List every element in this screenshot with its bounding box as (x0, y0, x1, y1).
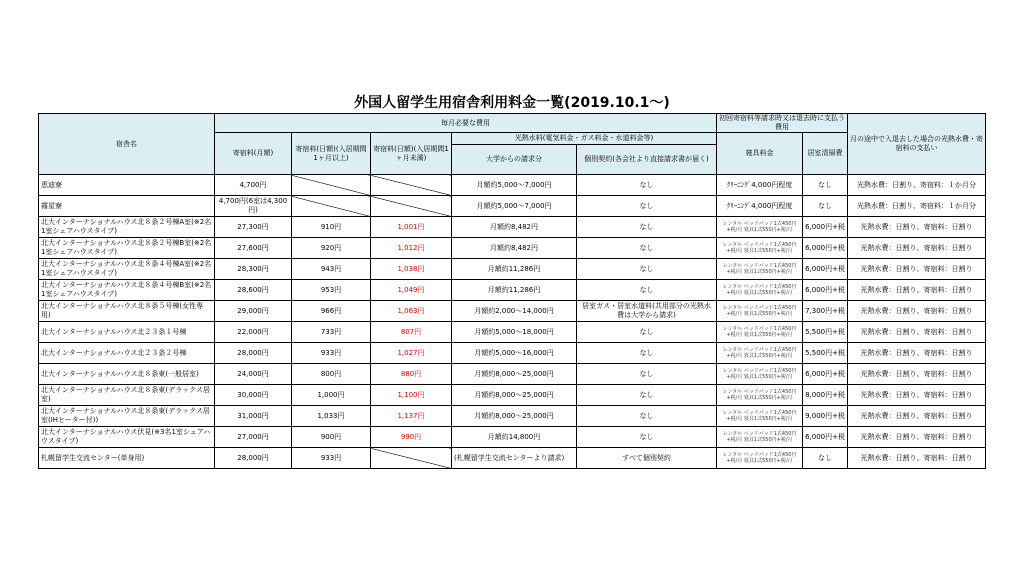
cell-rent-month: 4,700円 (215, 175, 292, 196)
cell-util-indiv: 居室ガス・居室水道料(共用部分の光熱水費は大学から請求) (577, 301, 717, 322)
cell-util-univ: (札幌留学生交流センターより請求) (452, 448, 577, 469)
cell-day-short: 1,100円 (371, 385, 452, 406)
cell-name: 北大インターナショナルハウス北２３条１号棟 (39, 322, 215, 343)
cell-rent-month: 28,000円 (215, 343, 292, 364)
cell-day-long: 933円 (292, 343, 371, 364)
cell-rent-month: 4,700円(6室は4,300円) (215, 196, 292, 217)
cell-cleaning: 6,000円+税 (803, 364, 848, 385)
header-monthly: 毎月必要な費用 (215, 114, 717, 133)
cell-cleaning: 7,300円+税 (803, 301, 848, 322)
cell-name: 札幌留学生交流センター(単身用) (39, 448, 215, 469)
header-bedding: 寝具料金 (717, 133, 803, 175)
cell-util-univ: 月額約5,000〜18,000円 (452, 322, 577, 343)
header-util-univ: 大学からの請求分 (452, 145, 577, 175)
cell-midmonth: 光熱水費：日割り、寄宿料：日割り (848, 259, 986, 280)
header-utility: 光熱水料(電気料金・ガス料金・水道料金等) (452, 133, 717, 145)
cell-util-indiv: なし (577, 322, 717, 343)
cell-name: 北大インターナショナルハウス北８条東(デラックス居室) (39, 385, 215, 406)
cell-day-long: 1,000円 (292, 385, 371, 406)
cell-bedding: レンタル ベッドパッド1式450円+税/月 寝具1式550円+税/月 (717, 238, 803, 259)
cell-util-indiv: なし (577, 175, 717, 196)
cell-rent-month: 24,000円 (215, 364, 292, 385)
table-row (39, 259, 986, 280)
table-row (39, 343, 986, 364)
cell-midmonth: 光熱水費：日割り、寄宿料：日割り (848, 280, 986, 301)
cell-name: 北大インターナショナルハウス北８条５号棟(女性専用) (39, 301, 215, 322)
cell-bedding: レンタル ベッドパッド1式450円+税/月 寝具1式550円+税/月 (717, 217, 803, 238)
header-util-indiv: 個別契約(各会社より直接請求書が届く) (577, 145, 717, 175)
cell-util-indiv: なし (577, 406, 717, 427)
cell-name: 北大インターナショナルハウス北２３条２号棟 (39, 343, 215, 364)
cell-midmonth: 光熱水費：日割り、寄宿料：日割り (848, 364, 986, 385)
cell-bedding: レンタル ベッドパッド1式450円+税/月 寝具1式550円+税/月 (717, 385, 803, 406)
cell-cleaning: 6,000円+税 (803, 280, 848, 301)
cell-midmonth: 光熱水費：日割り、寄宿料：日割り (848, 217, 986, 238)
cell-empty (292, 196, 371, 217)
table-row (39, 427, 986, 448)
cell-cleaning: 6,000円+税 (803, 238, 848, 259)
cell-util-indiv: なし (577, 238, 717, 259)
cell-util-univ: 月額約8,000〜25,000円 (452, 364, 577, 385)
cell-rent-month: 27,600円 (215, 238, 292, 259)
cell-day-short: 1,012円 (371, 238, 452, 259)
cell-day-long: 733円 (292, 322, 371, 343)
cell-util-univ: 月額約2,000〜14,000円 (452, 301, 577, 322)
header-rent-month: 寄宿料(月額) (215, 133, 292, 175)
cell-midmonth: 光熱水費：日割り、寄宿料：日割り (848, 385, 986, 406)
cell-day-short: 1,038円 (371, 259, 452, 280)
cell-bedding: レンタル ベッドパッド1式450円+税/月 寝具1式550円+税/月 (717, 427, 803, 448)
cell-day-long: 910円 (292, 217, 371, 238)
cell-rent-month: 28,300円 (215, 259, 292, 280)
cell-day-long: 1,033円 (292, 406, 371, 427)
cell-bedding: ｸﾘｰﾆﾝｸﾞ4,000円程度 (717, 175, 803, 196)
cell-bedding: レンタル ベッドパッド1式450円+税/月 寝具1式550円+税/月 (717, 301, 803, 322)
header-rent-day-short: 寄宿料(日額)(入居期間1ヶ月未満) (371, 133, 452, 175)
cell-util-univ: 月額約5,000〜7,000円 (452, 175, 577, 196)
cell-util-univ: 月額約11,286円 (452, 259, 577, 280)
cell-util-indiv: なし (577, 217, 717, 238)
cell-midmonth: 光熱水費：日割り、寄宿料：日割り (848, 238, 986, 259)
cell-rent-month: 27,000円 (215, 427, 292, 448)
table-row (39, 238, 986, 259)
cell-util-univ: 月額約5,000〜7,000円 (452, 196, 577, 217)
cell-util-indiv: なし (577, 364, 717, 385)
table-row (39, 364, 986, 385)
cell-rent-month: 30,000円 (215, 385, 292, 406)
cell-day-long: 933円 (292, 448, 371, 469)
header-midmonth: 月の途中で入退去した場合の光熱水費・寄宿料の支払い (848, 114, 986, 175)
cell-name: 恵迪寮 (39, 175, 215, 196)
cell-bedding: レンタル ベッドパッド1式450円+税/月 寝具1式550円+税/月 (717, 448, 803, 469)
cell-cleaning: 6,000円+税 (803, 217, 848, 238)
table-row (39, 217, 986, 238)
cell-util-univ: 月額約5,000〜16,000円 (452, 343, 577, 364)
cell-util-indiv: なし (577, 385, 717, 406)
table-row (39, 196, 986, 217)
cell-bedding: レンタル ベッドパッド1式450円+税/月 寝具1式550円+税/月 (717, 259, 803, 280)
cell-util-indiv: すべて個別契約 (577, 448, 717, 469)
cell-day-short: 1,027円 (371, 343, 452, 364)
cell-name: 北大インターナショナルハウス北８条４号棟A室(※2名1室シェアハウスタイプ) (39, 259, 215, 280)
cell-empty (371, 448, 452, 469)
header-name: 宿舎名 (39, 114, 215, 175)
cell-name: 北大インターナショナルハウス北８条２号棟B室(※2名1室シェアハウスタイプ) (39, 238, 215, 259)
cell-midmonth: 光熱水費：日割り、寄宿料：日割り (848, 406, 986, 427)
cell-cleaning: 5,500円+税 (803, 343, 848, 364)
header-initial: 初回寄宿料等請求時又は退去時に支払う費用 (717, 114, 848, 133)
page-title: 外国人留学生用宿舎利用料金一覧(2019.10.1〜) (354, 95, 670, 111)
cell-rent-month: 29,000円 (215, 301, 292, 322)
cell-util-indiv: なし (577, 343, 717, 364)
cell-day-short: 1,063円 (371, 301, 452, 322)
cell-day-long: 966円 (292, 301, 371, 322)
table-row (39, 301, 986, 322)
cell-bedding: レンタル ベッドパッド1式450円+税/月 寝具1式550円+税/月 (717, 406, 803, 427)
cell-util-indiv: なし (577, 259, 717, 280)
cell-day-short: 1,049円 (371, 280, 452, 301)
cell-cleaning: なし (803, 448, 848, 469)
cell-day-short: 880円 (371, 364, 452, 385)
table-row (39, 175, 986, 196)
cell-name: 北大インターナショナルハウス伏見(※3名1室シェアハウスタイプ) (39, 427, 215, 448)
table-row (39, 385, 986, 406)
table-row (39, 322, 986, 343)
cell-bedding: レンタル ベッドパッド1式450円+税/月 寝具1式550円+税/月 (717, 280, 803, 301)
header-rent-day-long: 寄宿料(日額)(入居期間1ヶ月以上) (292, 133, 371, 175)
cell-cleaning: なし (803, 196, 848, 217)
header-cleaning: 居室清掃費 (803, 133, 848, 175)
cell-name: 霧星寮 (39, 196, 215, 217)
cell-midmonth: 光熱水費：日割り、寄宿料：日割り (848, 322, 986, 343)
cell-midmonth: 光熱水費：日割り、寄宿料：日割り (848, 448, 986, 469)
cell-midmonth: 光熱水費：日割り、寄宿料：日割り (848, 427, 986, 448)
table-row (39, 280, 986, 301)
cell-day-long: 920円 (292, 238, 371, 259)
cell-midmonth: 光熱水費：日割り、寄宿料：１か月分 (848, 196, 986, 217)
cell-cleaning: 6,000円+税 (803, 427, 848, 448)
cell-day-short: 990円 (371, 427, 452, 448)
cell-cleaning: 8,000円+税 (803, 385, 848, 406)
cell-midmonth: 光熱水費：日割り、寄宿料：日割り (848, 343, 986, 364)
cell-day-short: 1,137円 (371, 406, 452, 427)
cell-util-indiv: なし (577, 280, 717, 301)
cell-util-univ: 月額約8,482円 (452, 238, 577, 259)
cell-rent-month: 22,000円 (215, 322, 292, 343)
cell-util-univ: 月額約8,000〜25,000円 (452, 385, 577, 406)
cell-rent-month: 28,000円 (215, 448, 292, 469)
cell-bedding: レンタル ベッドパッド1式450円+税/月 寝具1式550円+税/月 (717, 343, 803, 364)
cell-day-short: 1,001円 (371, 217, 452, 238)
cell-empty (371, 196, 452, 217)
cell-day-long: 953円 (292, 280, 371, 301)
cell-rent-month: 31,000円 (215, 406, 292, 427)
table-row (39, 448, 986, 469)
cell-day-short: 807円 (371, 322, 452, 343)
cell-day-long: 800円 (292, 364, 371, 385)
cell-util-indiv: なし (577, 196, 717, 217)
cell-name: 北大インターナショナルハウス北８条２号棟A室(※2名1室シェアハウスタイプ) (39, 217, 215, 238)
cell-name: 北大インターナショナルハウス北８条東(一般居室) (39, 364, 215, 385)
cell-midmonth: 光熱水費：日割り、寄宿料：１か月分 (848, 175, 986, 196)
cell-cleaning: 6,000円+税 (803, 259, 848, 280)
cell-util-univ: 月額約8,482円 (452, 217, 577, 238)
table-row (39, 406, 986, 427)
cell-util-univ: 月額約11,286円 (452, 280, 577, 301)
cell-util-univ: 月額約8,000〜25,000円 (452, 406, 577, 427)
cell-day-long: 900円 (292, 427, 371, 448)
cell-cleaning: 5,500円+税 (803, 322, 848, 343)
cell-cleaning: なし (803, 175, 848, 196)
cell-empty (371, 175, 452, 196)
cell-name: 北大インターナショナルハウス北８条４号棟B室(※2名1室シェアハウスタイプ) (39, 280, 215, 301)
cell-day-long: 943円 (292, 259, 371, 280)
cell-bedding: レンタル ベッドパッド1式450円+税/月 寝具1式550円+税/月 (717, 322, 803, 343)
cell-util-univ: 月額約14,800円 (452, 427, 577, 448)
fee-table (38, 113, 986, 469)
cell-bedding: レンタル ベッドパッド1式450円+税/月 寝具1式550円+税/月 (717, 364, 803, 385)
cell-empty (292, 175, 371, 196)
cell-midmonth: 光熱水費：日割り、寄宿料：日割り (848, 301, 986, 322)
cell-bedding: ｸﾘｰﾆﾝｸﾞ4,000円程度 (717, 196, 803, 217)
cell-util-indiv: なし (577, 427, 717, 448)
cell-rent-month: 28,600円 (215, 280, 292, 301)
cell-name: 北大インターナショナルハウス北８条東(デラックス居室(IHヒーター付)) (39, 406, 215, 427)
cell-cleaning: 9,000円+税 (803, 406, 848, 427)
cell-rent-month: 27,300円 (215, 217, 292, 238)
